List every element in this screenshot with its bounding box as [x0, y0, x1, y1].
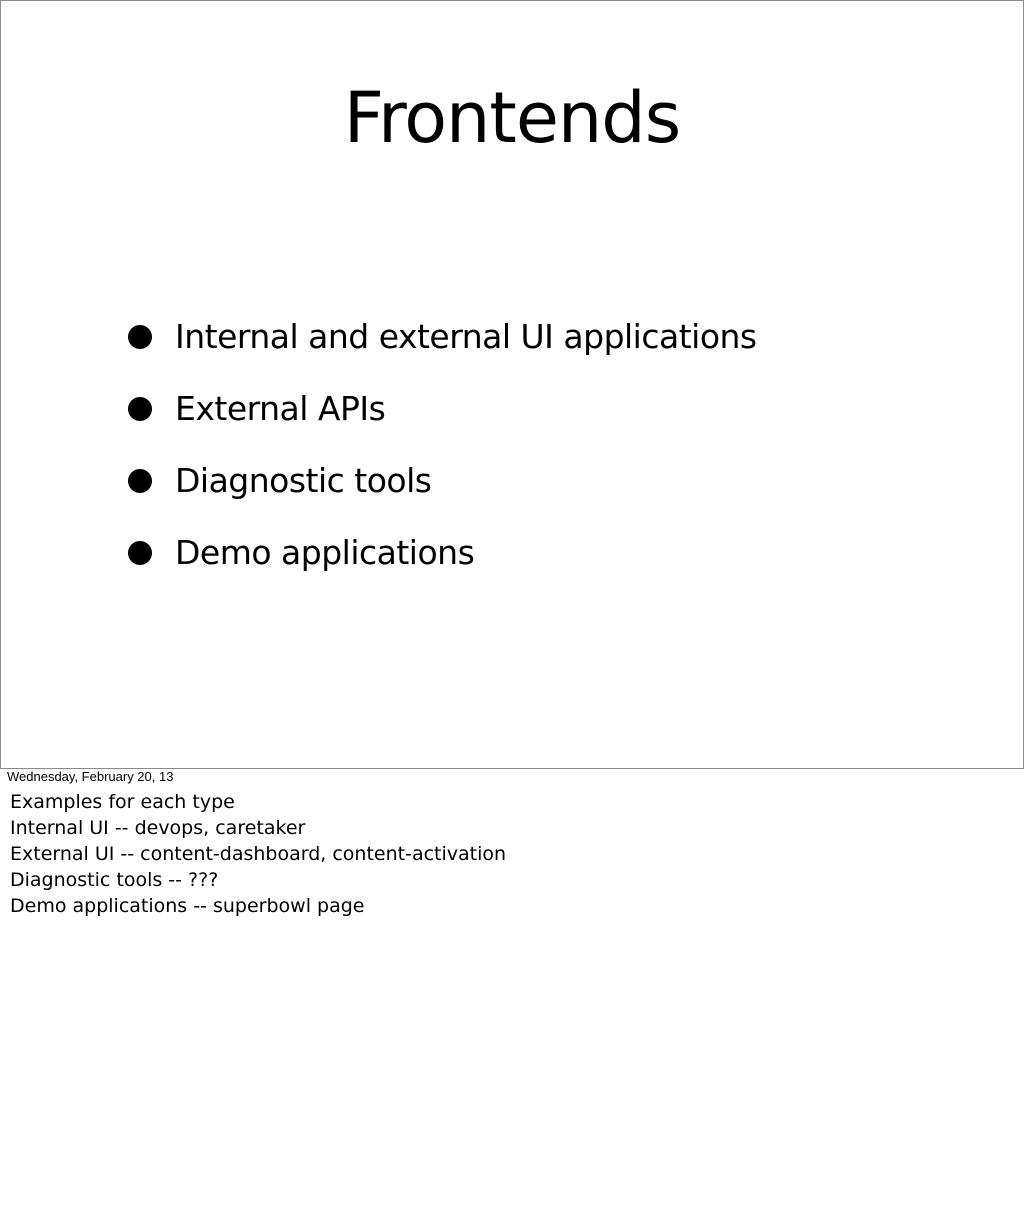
note-line: Diagnostic tools -- ???	[10, 869, 219, 891]
note-line: Demo applications -- superbowl page	[10, 895, 365, 917]
note-line: Internal UI -- devops, caretaker	[10, 817, 306, 839]
bullet-dot-icon	[128, 469, 152, 493]
bullet-text: External APIs	[175, 389, 386, 428]
bullet-item	[119, 373, 979, 445]
bullet-item	[119, 301, 979, 373]
bullet-text: Diagnostic tools	[175, 461, 432, 500]
bullet-dot-icon	[128, 541, 152, 565]
slide-date: Wednesday, February 20, 13	[7, 769, 174, 784]
bullet-dot-icon	[128, 397, 152, 421]
bullet-list	[119, 301, 979, 589]
speaker-notes	[10, 789, 1010, 919]
bullet-item	[119, 445, 979, 517]
bullet-text: Demo applications	[175, 533, 475, 572]
bullet-item	[119, 517, 979, 589]
note-line: Examples for each type	[10, 791, 235, 813]
note-line: External UI -- content-dashboard, content-activation	[10, 843, 507, 865]
bullet-dot-icon	[128, 325, 152, 349]
bullet-text: Internal and external UI applications	[175, 317, 757, 356]
slide-title: Frontends	[343, 77, 681, 159]
